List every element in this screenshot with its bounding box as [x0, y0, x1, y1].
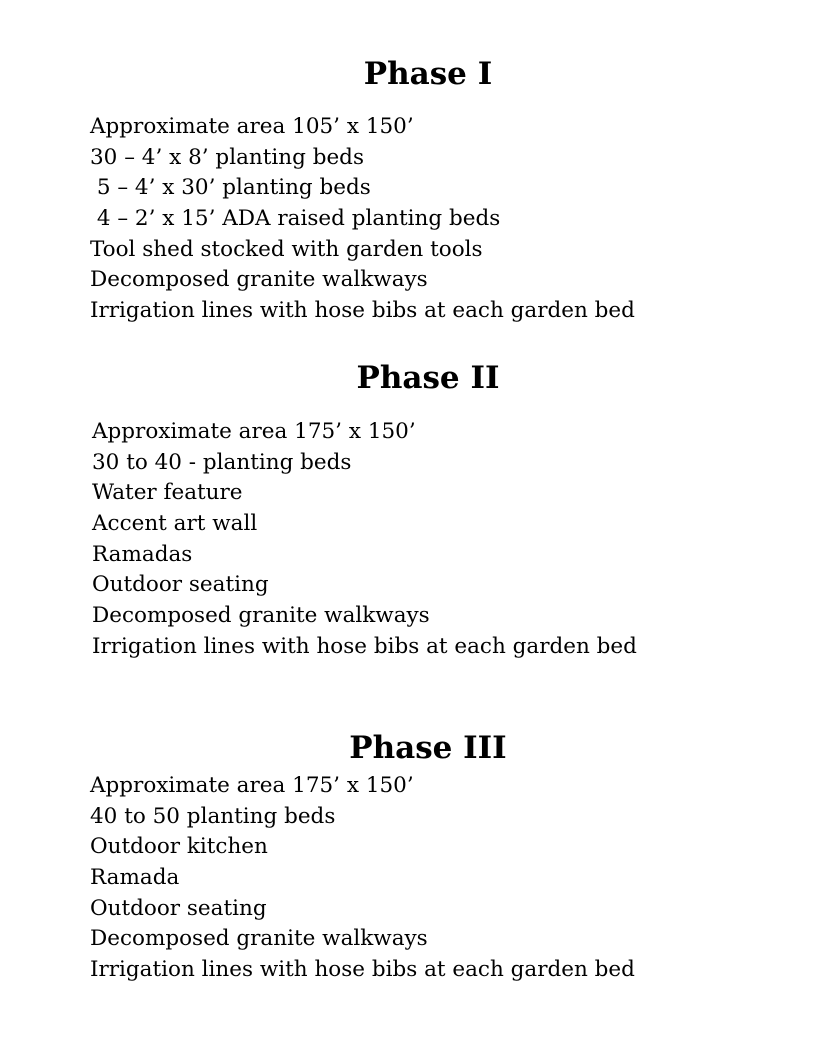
phase-1-item-list	[90, 112, 635, 327]
phase-3-item: Irrigation lines with hose bibs at each garden bed	[90, 957, 635, 983]
phase-2-item: Outdoor seating	[92, 572, 269, 598]
phase-3-item: Decomposed granite walkways	[90, 926, 428, 952]
phase-3-item: Approximate area 175’ x 150’	[90, 773, 414, 798]
phase-2-title: Phase II	[356, 360, 500, 396]
phase-2-item: Irrigation lines with hose bibs at each garden bed	[92, 633, 637, 659]
phase-2-item: Accent art wall	[92, 511, 258, 537]
phase-1-item: Decomposed granite walkways	[90, 267, 428, 293]
phase-3-item: Outdoor seating	[90, 895, 267, 921]
phase-1-item: 30 – 4’ x 8’ planting beds	[90, 144, 364, 170]
phase-1-item: 5 – 4’ x 30’ planting beds	[90, 175, 371, 201]
phase-1-item: 4 – 2’ x 15’ ADA raised planting beds	[90, 206, 501, 232]
phase-1-item: Tool shed stocked with garden tools	[90, 236, 483, 262]
phase-2-item: 30 to 40 - planting beds	[92, 449, 352, 475]
phase-1-title: Phase I	[363, 56, 493, 92]
phase-2-item-list	[92, 417, 637, 663]
phase-2-item: Water feature	[92, 480, 243, 506]
phase-2-item: Approximate area 175’ x 150’	[92, 419, 416, 444]
phase-3-title: Phase III	[349, 730, 507, 766]
phase-3-item: Outdoor kitchen	[90, 834, 268, 860]
phase-3-item: 40 to 50 planting beds	[90, 803, 336, 829]
phase-2-item: Decomposed granite walkways	[92, 603, 430, 629]
phase-3-item-list	[90, 771, 635, 986]
phase-1-item: Approximate area 105’ x 150’	[90, 114, 414, 139]
phase-3-item: Ramada	[90, 865, 180, 891]
phase-1-item: Irrigation lines with hose bibs at each garden bed	[90, 298, 635, 324]
phase-2-item: Ramadas	[92, 541, 193, 567]
